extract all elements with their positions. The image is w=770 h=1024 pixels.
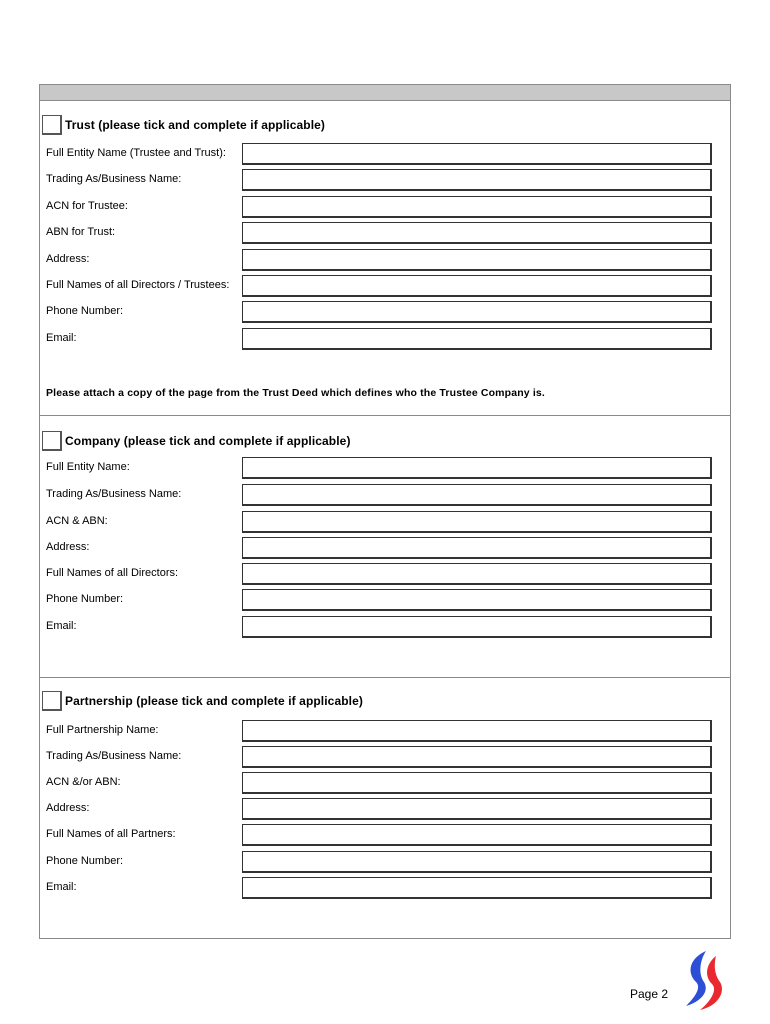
company-row-address (40, 537, 730, 559)
company-entity-name-input[interactable] (242, 457, 712, 479)
company-title: Company (please tick and complete if applicable) (65, 434, 351, 448)
partnership-trading-name-input[interactable] (242, 746, 712, 768)
company-trading-name-input[interactable] (242, 484, 712, 506)
partnership-header (42, 689, 363, 713)
company-row-entity-name (40, 457, 730, 479)
company-header (42, 429, 351, 453)
field-label: ABN for Trust: (46, 226, 116, 238)
partnership-acn-abn-input[interactable] (242, 772, 712, 794)
partnership-row-address (40, 798, 730, 820)
company-directors-input[interactable] (242, 563, 712, 585)
partnership-row-partners (40, 824, 730, 846)
field-label: Full Entity Name (Trustee and Trust): (46, 147, 226, 159)
field-label: Phone Number: (46, 593, 124, 605)
partnership-row-name (40, 720, 730, 742)
trust-row-entity-name (40, 143, 730, 165)
field-label: Trading As/Business Name: (46, 173, 182, 185)
field-label: Address: (46, 802, 90, 814)
trust-header (42, 113, 325, 137)
partnership-email-input[interactable] (242, 877, 712, 899)
company-row-email (40, 616, 730, 638)
partnership-row-trading-name (40, 746, 730, 768)
partnership-checkbox[interactable] (42, 691, 62, 711)
company-phone-input[interactable] (242, 589, 712, 611)
trust-row-abn (40, 222, 730, 244)
section-divider (40, 415, 730, 416)
flame-logo-icon (680, 948, 728, 1012)
partnership-row-email (40, 877, 730, 899)
partnership-phone-input[interactable] (242, 851, 712, 873)
field-label: Full Names of all Directors / Trustees: (46, 279, 230, 291)
company-acn-abn-input[interactable] (242, 511, 712, 533)
trust-checkbox[interactable] (42, 115, 62, 135)
field-label: Full Names of all Directors: (46, 567, 179, 579)
trust-address-input[interactable] (242, 249, 712, 271)
trust-row-email (40, 328, 730, 350)
company-row-acn-abn (40, 511, 730, 533)
partnership-partners-input[interactable] (242, 824, 712, 846)
page-number: Page 2 (630, 987, 669, 1001)
trust-row-directors (40, 275, 730, 297)
field-label: Address: (46, 253, 90, 265)
trust-email-input[interactable] (242, 328, 712, 350)
field-label: Address: (46, 541, 90, 553)
trust-trading-name-input[interactable] (242, 169, 712, 191)
trust-row-acn (40, 196, 730, 218)
trust-directors-input[interactable] (242, 275, 712, 297)
partnership-row-phone (40, 851, 730, 873)
partnership-name-input[interactable] (242, 720, 712, 742)
trust-title: Trust (please tick and complete if applicable) (65, 118, 326, 132)
trust-phone-input[interactable] (242, 301, 712, 323)
partnership-row-acn-abn (40, 772, 730, 794)
form-frame (39, 84, 731, 939)
trust-row-address (40, 249, 730, 271)
trust-abn-input[interactable] (242, 222, 712, 244)
trust-row-phone (40, 301, 730, 323)
field-label: Trading As/Business Name: (46, 750, 182, 762)
company-address-input[interactable] (242, 537, 712, 559)
field-label: Email: (46, 332, 77, 344)
trust-deed-note: Please attach a copy of the page from the Trust Deed which defines who the Trustee Company is. (46, 387, 545, 399)
field-label: Phone Number: (46, 855, 124, 867)
trust-acn-input[interactable] (242, 196, 712, 218)
field-label: ACN for Trustee: (46, 200, 128, 212)
field-label: Email: (46, 881, 77, 893)
field-label: ACN &/or ABN: (46, 776, 121, 788)
company-checkbox[interactable] (42, 431, 62, 451)
trust-entity-name-input[interactable] (242, 143, 712, 165)
company-row-directors (40, 563, 730, 585)
header-bar (40, 85, 730, 101)
field-label: Email: (46, 620, 77, 632)
company-row-phone (40, 589, 730, 611)
field-label: Full Partnership Name: (46, 724, 159, 736)
field-label: Phone Number: (46, 305, 124, 317)
company-row-trading-name (40, 484, 730, 506)
partnership-title: Partnership (please tick and complete if applicable) (65, 694, 363, 708)
logo-blue-swoosh (686, 951, 706, 1006)
section-divider (40, 677, 730, 678)
trust-row-trading-name (40, 169, 730, 191)
field-label: ACN & ABN: (46, 515, 108, 527)
field-label: Trading As/Business Name: (46, 488, 182, 500)
partnership-address-input[interactable] (242, 798, 712, 820)
company-email-input[interactable] (242, 616, 712, 638)
field-label: Full Entity Name: (46, 461, 130, 473)
field-label: Full Names of all Partners: (46, 828, 176, 840)
